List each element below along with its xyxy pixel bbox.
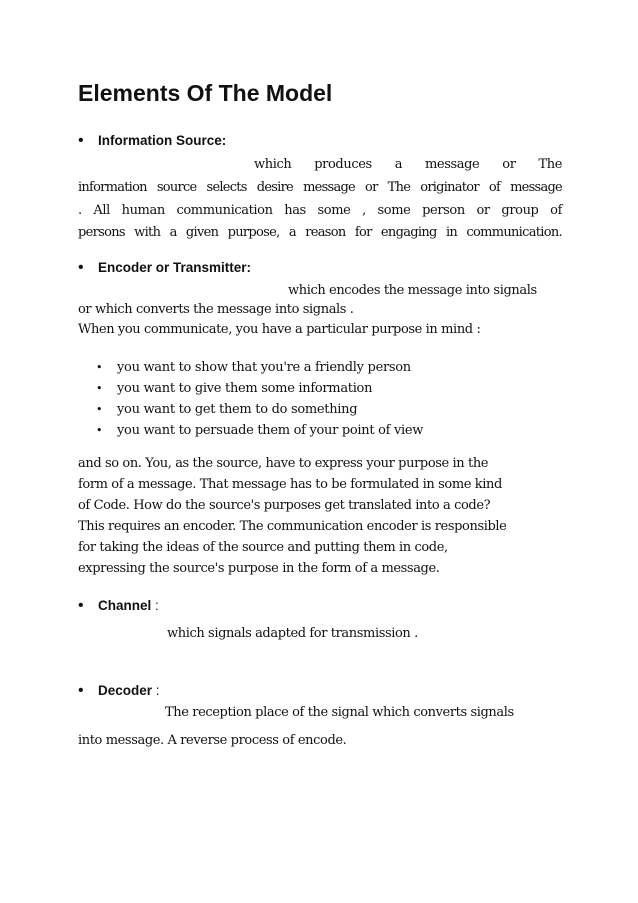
- list-item: • you want to get them to do something: [96, 399, 423, 420]
- bullet-icon: •: [78, 259, 84, 276]
- paragraph-line: . All human communication has some , some person or group of: [78, 203, 562, 218]
- paragraph-line: The reception place of the signal which converts signals: [165, 705, 514, 720]
- paragraph-line: persons with a given purpose, a reason for engaging in communication.: [78, 225, 562, 240]
- paragraph-line: and so on. You, as the source, have to express your purpose in the: [78, 456, 489, 471]
- purpose-list: [96, 357, 423, 441]
- heading-colon: :: [221, 133, 227, 148]
- list-item: • you want to give them some information: [96, 378, 423, 399]
- bullet-icon: •: [78, 597, 84, 614]
- bullet-icon: •: [96, 424, 103, 437]
- paragraph-line: for taking the ideas of the source and putting them in code,: [78, 540, 448, 555]
- heading-label: Information Source: [98, 133, 222, 148]
- paragraph-line: When you communicate, you have a particular purpose in mind :: [78, 322, 481, 337]
- section-heading-encoder: [78, 259, 251, 277]
- paragraph-line: of Code. How do the source's purposes get translated into a code?: [78, 498, 491, 513]
- paragraph-line: into message. A reverse process of encode.: [78, 733, 347, 748]
- list-item: • you want to persuade them of your point of view: [96, 420, 423, 441]
- paragraph-line: which encodes the message into signals: [288, 283, 537, 298]
- heading-label: Encoder or Transmitter: [98, 260, 247, 275]
- bullet-icon: •: [96, 403, 103, 416]
- section-heading-information-source: [78, 132, 226, 150]
- page-title: Elements Of The Model: [78, 80, 333, 106]
- heading-label: Channel: [98, 598, 152, 613]
- paragraph-line: expressing the source's purpose in the form of a message.: [78, 561, 440, 576]
- list-item: • you want to show that you're a friendly person: [96, 357, 423, 378]
- bullet-icon: •: [78, 682, 84, 699]
- paragraph-line: form of a message. That message has to be formulated in some kind: [78, 477, 502, 492]
- bullet-icon: •: [96, 382, 103, 395]
- paragraph-line: which produces a message or The: [254, 157, 562, 172]
- paragraph-line: This requires an encoder. The communication encoder is responsible: [78, 519, 507, 534]
- heading-label: Decoder: [98, 683, 153, 698]
- heading-colon: :: [155, 683, 160, 698]
- paragraph-line: which signals adapted for transmission .: [167, 626, 418, 641]
- bullet-icon: •: [96, 361, 103, 374]
- paragraph-line: information source selects desire message or The originator of message: [78, 180, 562, 195]
- bullet-icon: •: [78, 132, 84, 149]
- paragraph-line: or which converts the message into signals .: [78, 302, 354, 317]
- section-heading-decoder: [78, 682, 160, 700]
- heading-colon: :: [246, 260, 252, 275]
- heading-colon: :: [155, 598, 159, 613]
- section-heading-channel: [78, 597, 159, 615]
